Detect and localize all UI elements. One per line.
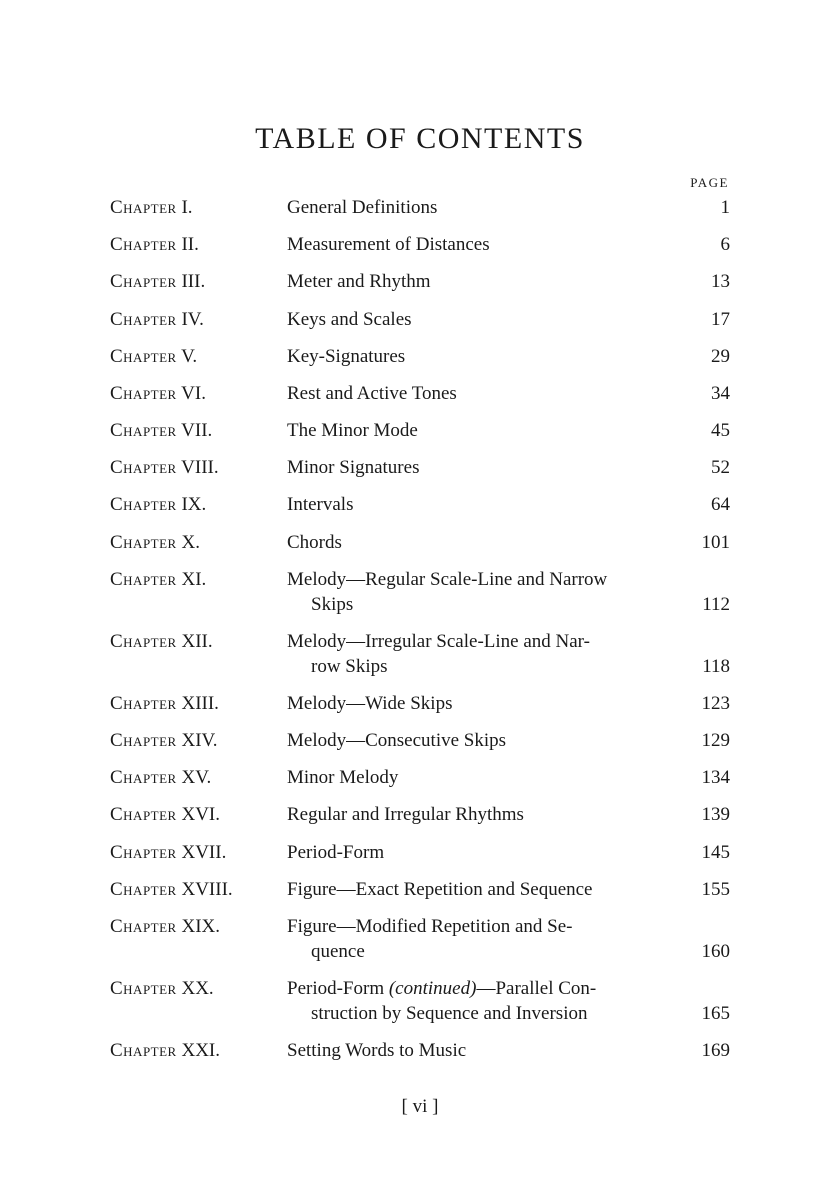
chapter-title (287, 802, 675, 827)
chapter-word: Chapter (110, 916, 177, 937)
chapter-title-line (287, 455, 675, 480)
chapter-label (110, 381, 206, 406)
chapter-title-continuation: Skips (311, 594, 354, 615)
chapter-number: XI. (181, 569, 207, 590)
chapter-number: VIII. (181, 457, 219, 478)
chapter-title-line (287, 567, 675, 592)
chapter-label (110, 418, 212, 443)
chapter-title-text: The Minor Mode (287, 420, 418, 441)
chapter-label (110, 914, 220, 939)
page-number: 123 (701, 693, 730, 714)
chapter-label (110, 765, 211, 790)
chapter-title (287, 629, 675, 679)
chapter-title (287, 691, 675, 716)
chapter-title-text: Measurement of Distances (287, 234, 490, 255)
chapter-label (110, 232, 199, 257)
page-number: 6 (720, 234, 730, 255)
chapter-title-line (287, 418, 675, 443)
chapter-title-text: Melody—Consecutive Skips (287, 730, 507, 751)
chapter-title-line (287, 840, 675, 865)
page-number: 112 (702, 594, 730, 615)
chapter-number: I. (181, 197, 193, 218)
chapter-title (287, 976, 675, 1026)
chapter-title (287, 914, 675, 964)
chapter-title-text: Meter and Rhythm (287, 271, 431, 292)
chapter-label (110, 802, 220, 827)
chapter-title-line (287, 232, 675, 257)
page-number: 160 (701, 941, 730, 962)
chapter-title-text: Melody—Irregular Scale-Line and Nar- (287, 631, 590, 652)
page-number: 1 (720, 197, 730, 218)
chapter-title-line (287, 530, 675, 555)
chapter-label (110, 840, 226, 865)
chapter-title-text: Chords (287, 532, 342, 553)
chapter-number: XII. (181, 631, 213, 652)
chapter-label (110, 530, 200, 555)
chapter-label (110, 976, 214, 1001)
chapter-label (110, 877, 233, 902)
chapter-title (287, 418, 675, 443)
chapter-word: Chapter (110, 1040, 177, 1061)
chapter-title-text: Regular and Irregular Rhythms (287, 804, 524, 825)
chapter-title-line (287, 728, 675, 753)
chapter-label (110, 195, 193, 220)
chapter-title-text: General Definitions (287, 197, 438, 218)
chapter-number: XIV. (181, 730, 218, 751)
chapter-title-line (287, 269, 675, 294)
chapter-title (287, 840, 675, 865)
chapter-title-line (287, 802, 675, 827)
chapter-number: XX. (181, 978, 214, 999)
chapter-title-text: Setting Words to Music (287, 1040, 467, 1061)
chapter-word: Chapter (110, 457, 177, 478)
chapter-word: Chapter (110, 197, 177, 218)
chapter-word: Chapter (110, 804, 177, 825)
chapter-title (287, 381, 675, 406)
chapter-title-line (287, 307, 675, 332)
page-number: 52 (711, 457, 730, 478)
page-number: 17 (711, 309, 730, 330)
chapter-title-line (287, 691, 675, 716)
chapter-label (110, 492, 206, 517)
chapter-label (110, 1038, 220, 1063)
page-number: 29 (711, 346, 730, 367)
chapter-title-text: Figure—Exact Repetition and Sequence (287, 879, 593, 900)
chapter-label (110, 567, 206, 592)
page-number: 165 (701, 1003, 730, 1024)
chapter-word: Chapter (110, 842, 177, 863)
chapter-title-text: Intervals (287, 494, 354, 515)
chapter-title (287, 307, 675, 332)
page-number: 145 (701, 842, 730, 863)
chapter-title-text: Melody—Regular Scale-Line and Narrow (287, 569, 608, 590)
chapter-title (287, 195, 675, 220)
chapter-title-line (287, 1038, 675, 1063)
page-number: 169 (701, 1040, 730, 1061)
chapter-label (110, 629, 213, 654)
chapter-title (287, 530, 675, 555)
page-number: 129 (701, 730, 730, 751)
chapter-number: XVIII. (181, 879, 233, 900)
chapter-word: Chapter (110, 569, 177, 590)
chapter-title (287, 567, 675, 617)
page-number: 155 (701, 879, 730, 900)
chapter-title (287, 269, 675, 294)
chapter-title-line (287, 877, 675, 902)
chapter-number: IX. (181, 494, 207, 515)
chapter-title-continuation: quence (311, 941, 365, 962)
chapter-word: Chapter (110, 309, 177, 330)
chapter-title (287, 765, 675, 790)
chapter-number: X. (181, 532, 200, 553)
chapter-number: VII. (181, 420, 213, 441)
page-number: 101 (701, 532, 730, 553)
chapter-word: Chapter (110, 420, 177, 441)
chapter-title-text: Period-Form (287, 842, 385, 863)
page-number: 139 (701, 804, 730, 825)
chapter-title (287, 232, 675, 257)
chapter-title (287, 728, 675, 753)
chapter-title-text: Minor Signatures (287, 457, 420, 478)
chapter-word: Chapter (110, 494, 177, 515)
chapter-number: III. (181, 271, 206, 292)
chapter-number: V. (181, 346, 198, 367)
chapter-label (110, 728, 218, 753)
chapter-word: Chapter (110, 978, 177, 999)
chapter-title-line (287, 195, 675, 220)
chapter-number: XVII. (181, 842, 227, 863)
chapter-number: XV. (181, 767, 212, 788)
chapter-title (287, 492, 675, 517)
chapter-label (110, 455, 219, 480)
page-folio: [ vi ] (401, 1096, 439, 1117)
page-number: 118 (702, 656, 730, 677)
chapter-word: Chapter (110, 767, 177, 788)
chapter-title (287, 1038, 675, 1063)
chapter-title-line (287, 344, 675, 369)
chapter-title-text: Melody—Wide Skips (287, 693, 453, 714)
page-title: TABLE OF CONTENTS (255, 122, 585, 155)
chapter-title-text: Rest and Active Tones (287, 383, 457, 404)
chapter-word: Chapter (110, 693, 177, 714)
chapter-word: Chapter (110, 879, 177, 900)
chapter-title (287, 877, 675, 902)
chapter-word: Chapter (110, 631, 177, 652)
chapter-label (110, 344, 197, 369)
chapter-number: XIII. (181, 693, 219, 714)
chapter-number: XIX. (181, 916, 221, 937)
chapter-number: XXI. (181, 1040, 221, 1061)
chapter-title-text: —Parallel Con- (476, 978, 597, 999)
chapter-title-continuation: row Skips (311, 656, 388, 677)
chapter-word: Chapter (110, 383, 177, 404)
page-number: 34 (711, 383, 730, 404)
chapter-title-text: Key-Signatures (287, 346, 406, 367)
chapter-title-text: Keys and Scales (287, 309, 412, 330)
chapter-title-text: Figure—Modified Repetition and Se- (287, 916, 573, 937)
chapter-number: VI. (181, 383, 206, 404)
page-column-header: PAGE (690, 175, 729, 190)
chapter-word: Chapter (110, 234, 177, 255)
chapter-title-prefix: Period-Form (287, 978, 389, 999)
chapter-word: Chapter (110, 532, 177, 553)
chapter-label (110, 307, 204, 332)
chapter-title (287, 455, 675, 480)
chapter-title-line (287, 914, 675, 939)
chapter-word: Chapter (110, 730, 177, 751)
chapter-number: XVI. (181, 804, 221, 825)
chapter-title-italic: (continued) (388, 978, 477, 999)
chapter-title-line (287, 629, 675, 654)
chapter-label (110, 691, 219, 716)
chapter-number: IV. (181, 309, 204, 330)
page-number: 13 (711, 271, 730, 292)
page-number: 64 (711, 494, 730, 515)
page-number: 134 (701, 767, 730, 788)
chapter-title-continuation: struction by Sequence and Inversion (311, 1003, 588, 1024)
chapter-word: Chapter (110, 271, 177, 292)
chapter-title-line (287, 976, 675, 1001)
chapter-title-line (287, 765, 675, 790)
chapter-word: Chapter (110, 346, 177, 367)
chapter-title (287, 344, 675, 369)
page-number: 45 (711, 420, 730, 441)
chapter-label (110, 269, 205, 294)
chapter-title-line (287, 492, 675, 517)
chapter-number: II. (181, 234, 199, 255)
chapter-title-line (287, 381, 675, 406)
chapter-title-text: Minor Melody (287, 767, 399, 788)
